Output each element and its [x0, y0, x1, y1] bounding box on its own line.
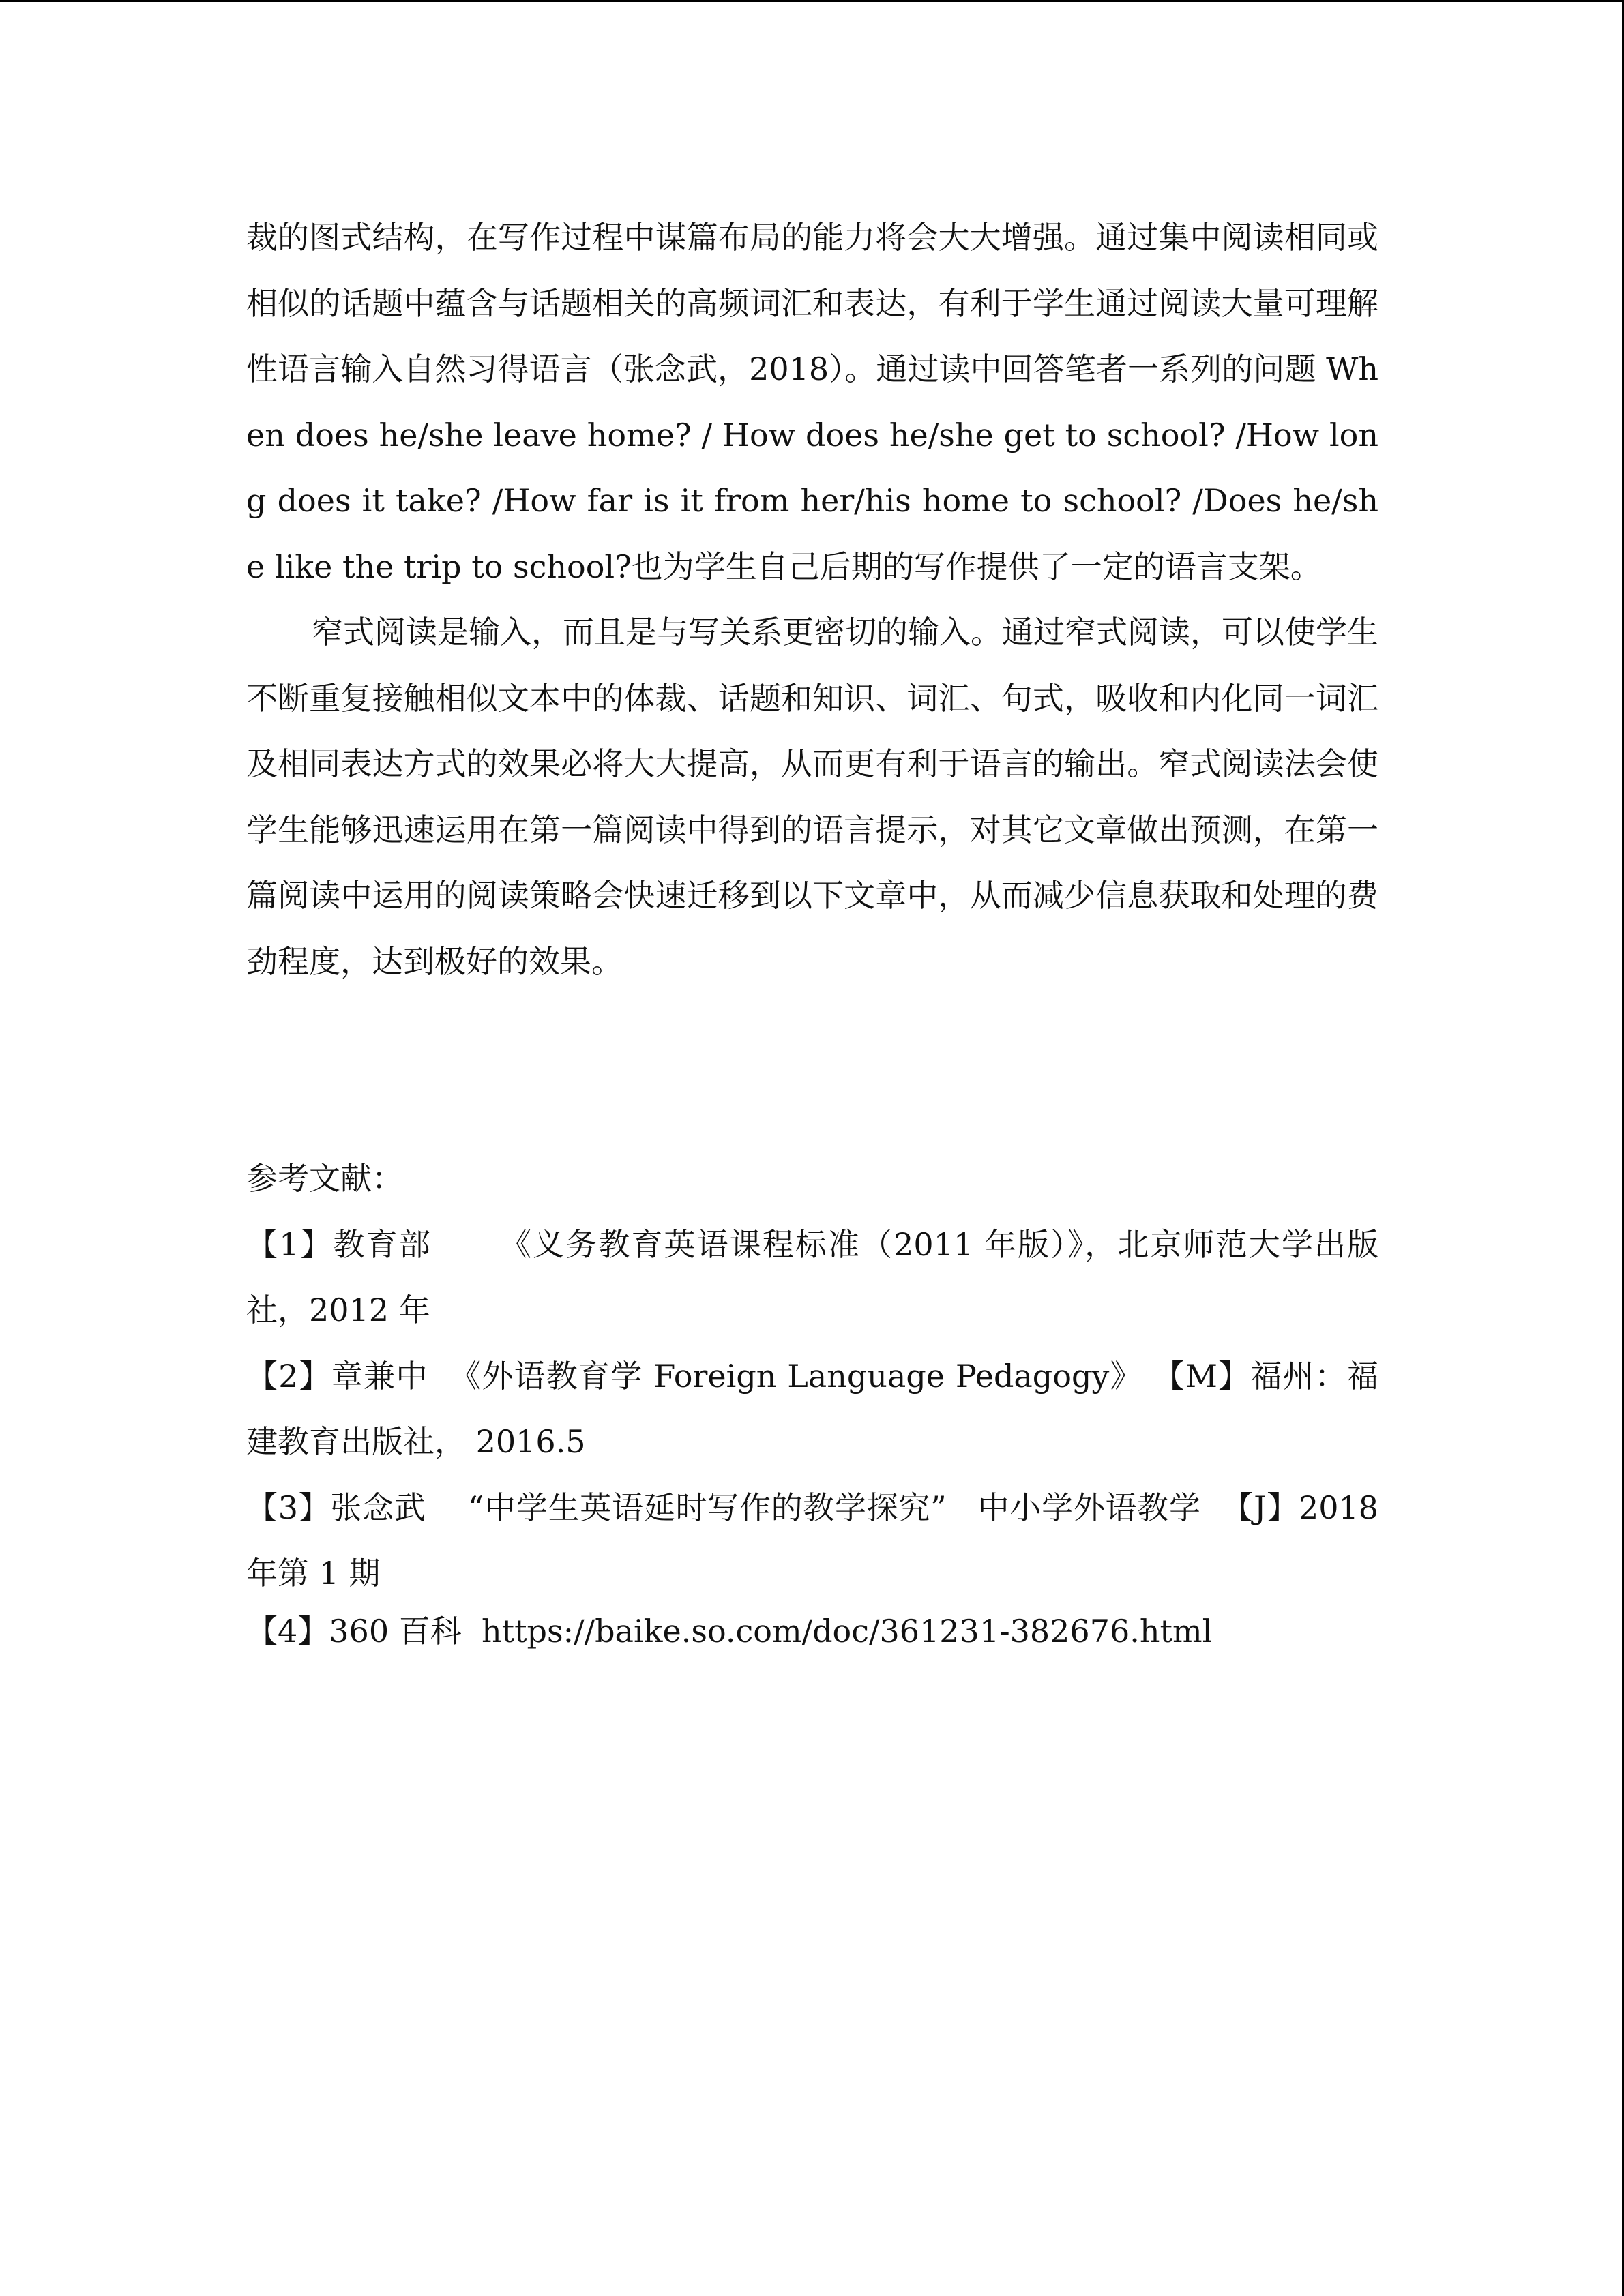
reference-author: 章兼中	[331, 1357, 428, 1395]
reference-label: 【1】	[246, 1225, 334, 1263]
reference-item-1	[246, 1212, 1378, 1343]
reference-label: 【2】	[246, 1357, 331, 1395]
reference-title: 《外语教育学 Foreign Language Pedagogy》 【M】福州：福建教育出版社， 2016.5	[246, 1357, 1379, 1460]
references-section	[246, 1146, 1389, 1656]
reference-title: “中学生英语延时写作的教学探究” 中小学外语教学 【J】2018 年第 1 期	[246, 1489, 1389, 1592]
body-paragraph-2: 窄式阅读是输入，而且是与写关系更密切的输入。通过窄式阅读，可以使学生不断重复接触相似文本中的体裁、话题和知识、词汇、句式，吸收和内化同一词汇及相同表达方式的效果必将大大提高，从而更有利于语言的输出。窄式阅读法会使学生能够迅速运用在第一篇阅读中得到的语言提示，对其它文章做出预测，在第一篇阅读中运用的阅读策略会快速迁移到以下文章中，从而减少信息获取和处理的费劲程度，达到极好的效果。	[246, 614, 1378, 980]
reference-title: 《义务教育英语课程标准（2011 年版）》，北京师范大学出版社，2012 年	[246, 1225, 1378, 1328]
references-heading: 参考文献：	[246, 1160, 403, 1197]
reference-url: https://baike.so.com/doc/361231-382676.html	[481, 1612, 1213, 1650]
body-paragraph-1: 裁的图式结构，在写作过程中谋篇布局的能力将会大大增强。通过集中阅读相同或相似的话题中蕴含与话题相关的高频词汇和表达，有利于学生通过阅读大量可理解性语言输入自然习得语言（张念武，2018）。通过读中回答笔者一系列的问题 When does he/she leave home? / How does he/she get to school? /How long does it take? /How far is it from her/his home to school? /Does he/she like the trip to school?也为学生自己后期的写作提供了一定的语言支架。	[246, 219, 1378, 585]
reference-author: 360 百科	[329, 1612, 462, 1650]
reference-item-3	[246, 1475, 1389, 1607]
reference-author: 张念武	[330, 1489, 426, 1526]
reference-gap	[432, 1226, 500, 1263]
reference-item-4	[246, 1607, 1378, 1656]
reference-author: 教育部	[333, 1225, 432, 1263]
reference-item-2	[246, 1343, 1378, 1475]
reference-gap	[426, 1489, 468, 1526]
reference-gap	[428, 1358, 450, 1395]
reference-label: 【3】	[246, 1489, 331, 1526]
page-border-top	[0, 0, 1624, 2]
document-body	[246, 205, 1378, 994]
reference-gap	[462, 1613, 482, 1650]
reference-label: 【4】	[246, 1612, 329, 1650]
